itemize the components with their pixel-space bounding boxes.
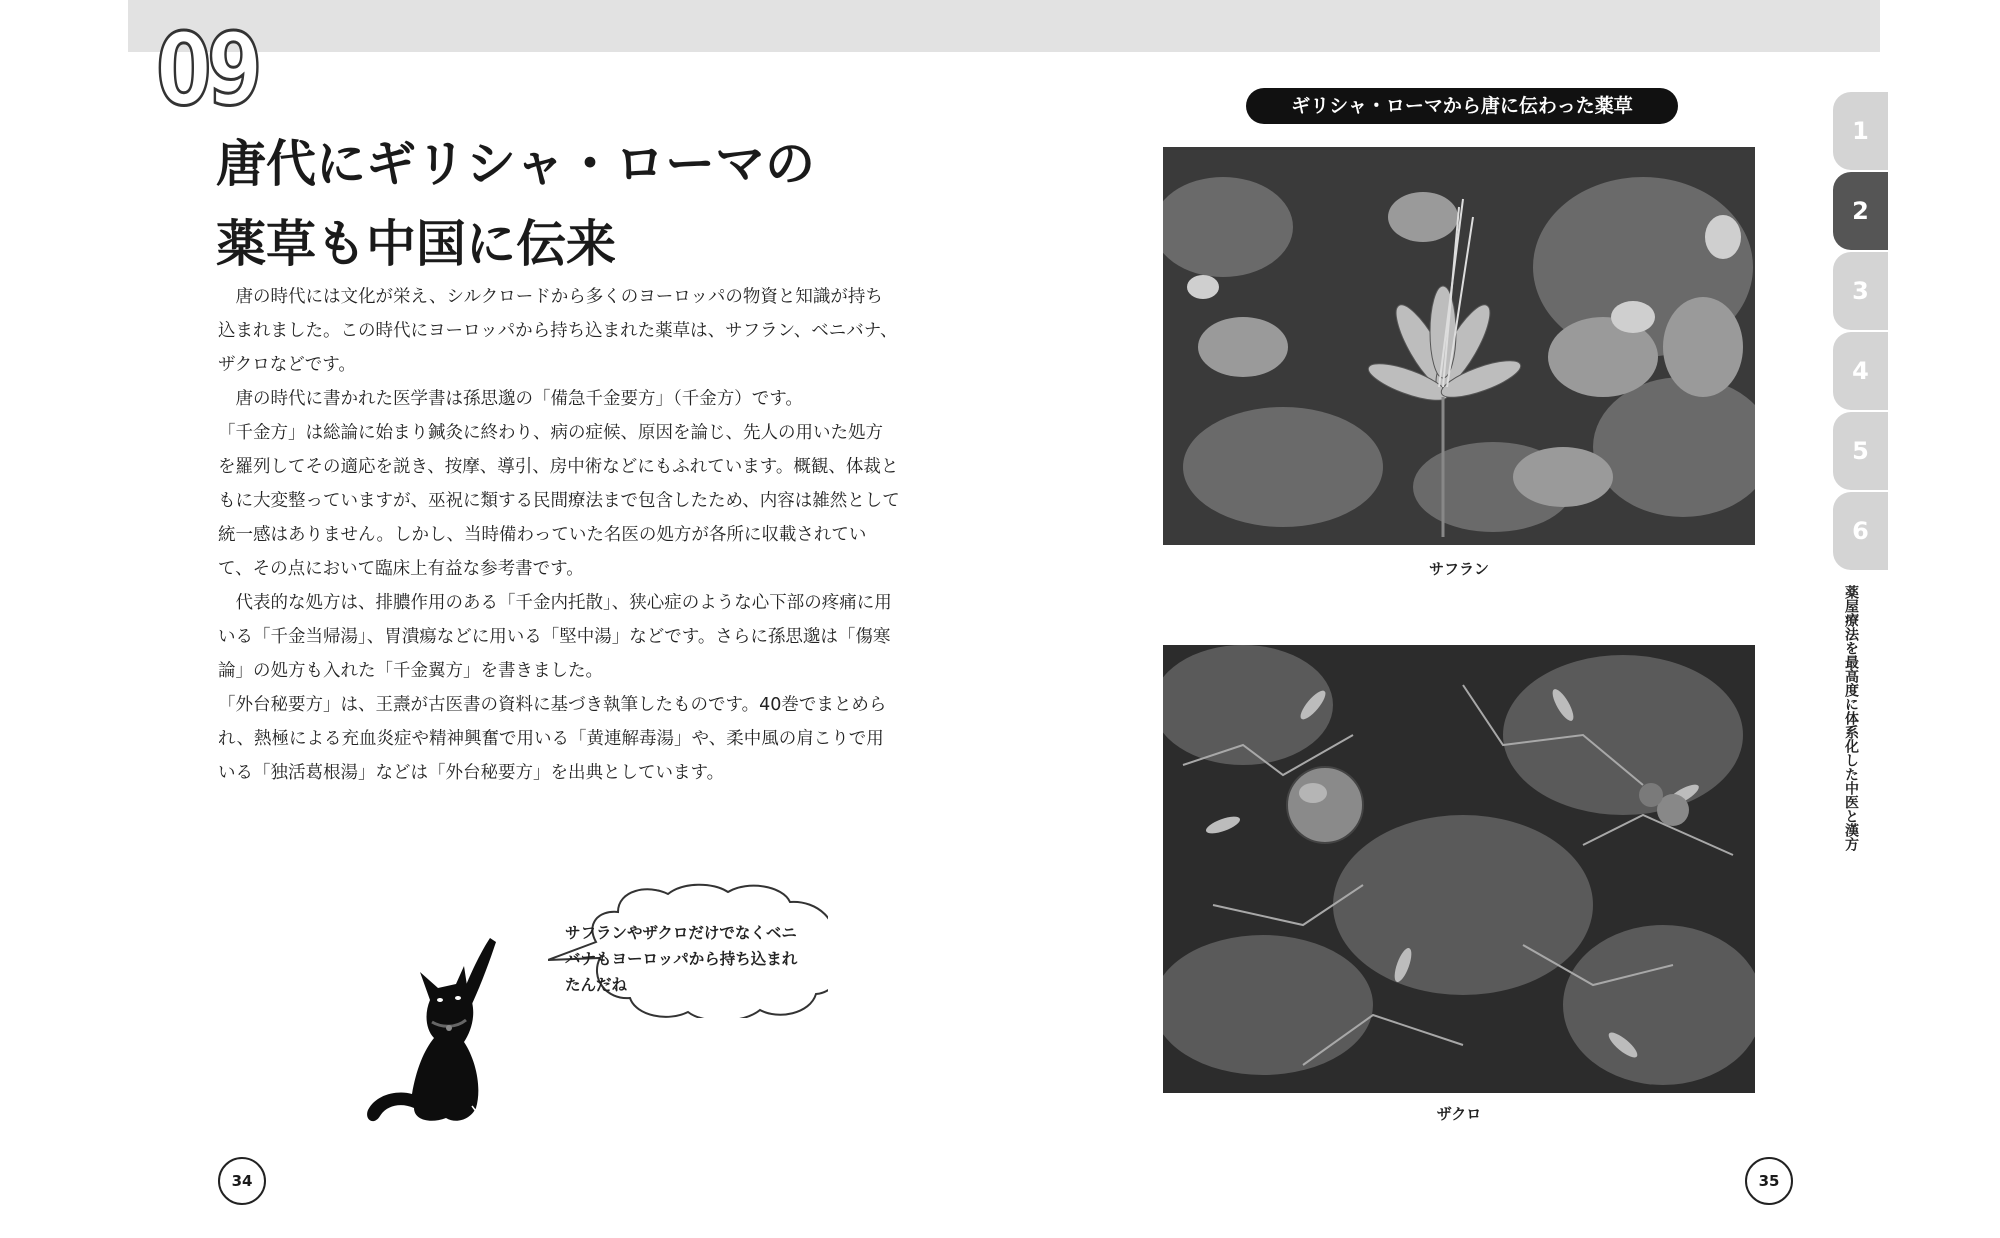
body-paragraph: 代表的な処方は、排膿作用のある「千金内托散」、狭心症のような心下部の疼痛に用いる「千金当帰湯」、胃潰瘍などに用いる「堅中湯」などです。さらに孫思邈は「傷寒論」の処方も入れた「千金翼方」を書きました。 [218,593,892,681]
speech-bubble-text: サフランやザクロだけでなくベニバナもヨーロッパから持ち込まれたんだね [565,924,798,994]
chapter-tab-4[interactable]: 4 [1833,332,1888,410]
body-text [218,280,900,790]
body-paragraph: 「外台秘要方」は、王燾が古医書の資料に基づき執筆したものです。40巻でまとめられ、熱極による充血炎症や精神興奮で用いる「黄連解毒湯」や、柔中風の肩こりで用いる「独活葛根湯」などは「外台秘要方」を出典としています。 [218,695,887,783]
body-paragraph: 唐の時代に書かれた医学書は孫思邈の「備急千金要方」（千金方）です。 [235,389,803,409]
chapter-tab-2[interactable]: 2 [1833,172,1888,250]
page-number-left: 34 [218,1157,266,1205]
chapter-tab-6[interactable]: 6 [1833,492,1888,570]
body-paragraph: 唐の時代には文化が栄え、シルクロードから多くのヨーロッパの物資と知識が持ち込まれました。この時代にヨーロッパから持ち込まれた薬草は、サフラン、ベニバナ、ザクロなどです。 [218,287,898,375]
body-paragraph: 「千金方」は総論に始まり鍼灸に終わり、病の症候、原因を論じ、先人の用いた処方を羅列してその適応を説き、按摩、導引、房中術などにもふれています。概観、体裁ともに大変整っていますが、巫祝に類する民間療法まで包含したため、内容は雑然として統一感はありません。しかし、当時備わっていた名医の処方が各所に収載されていて、その点において臨床上有益な参考書です。 [218,423,900,579]
chapter-tab-3[interactable]: 3 [1833,252,1888,330]
pomegranate-caption: ザクロ [1436,1105,1482,1123]
pomegranate-photo [1163,645,1755,1093]
chapter-number: 09 [156,11,258,128]
saffron-caption: サフラン [1428,560,1489,578]
chapter-tab-1[interactable]: 1 [1833,92,1888,170]
page-number-right: 35 [1745,1157,1793,1205]
saffron-photo [1163,147,1755,545]
section-heading-pill: ギリシャ・ローマから唐に伝わった薬草 [1246,88,1678,124]
page-title [216,124,936,284]
title-line-1: 唐代にギリシャ・ローマの [216,135,815,193]
top-band [128,0,1880,52]
chapter-sidebar-label: 薬屋療法を最高度に体系化した中医と漢方 [1843,585,1859,851]
chapter-tab-5[interactable]: 5 [1833,412,1888,490]
title-line-2: 薬草も中国に伝来 [216,215,616,273]
cat-illustration [360,930,510,1130]
